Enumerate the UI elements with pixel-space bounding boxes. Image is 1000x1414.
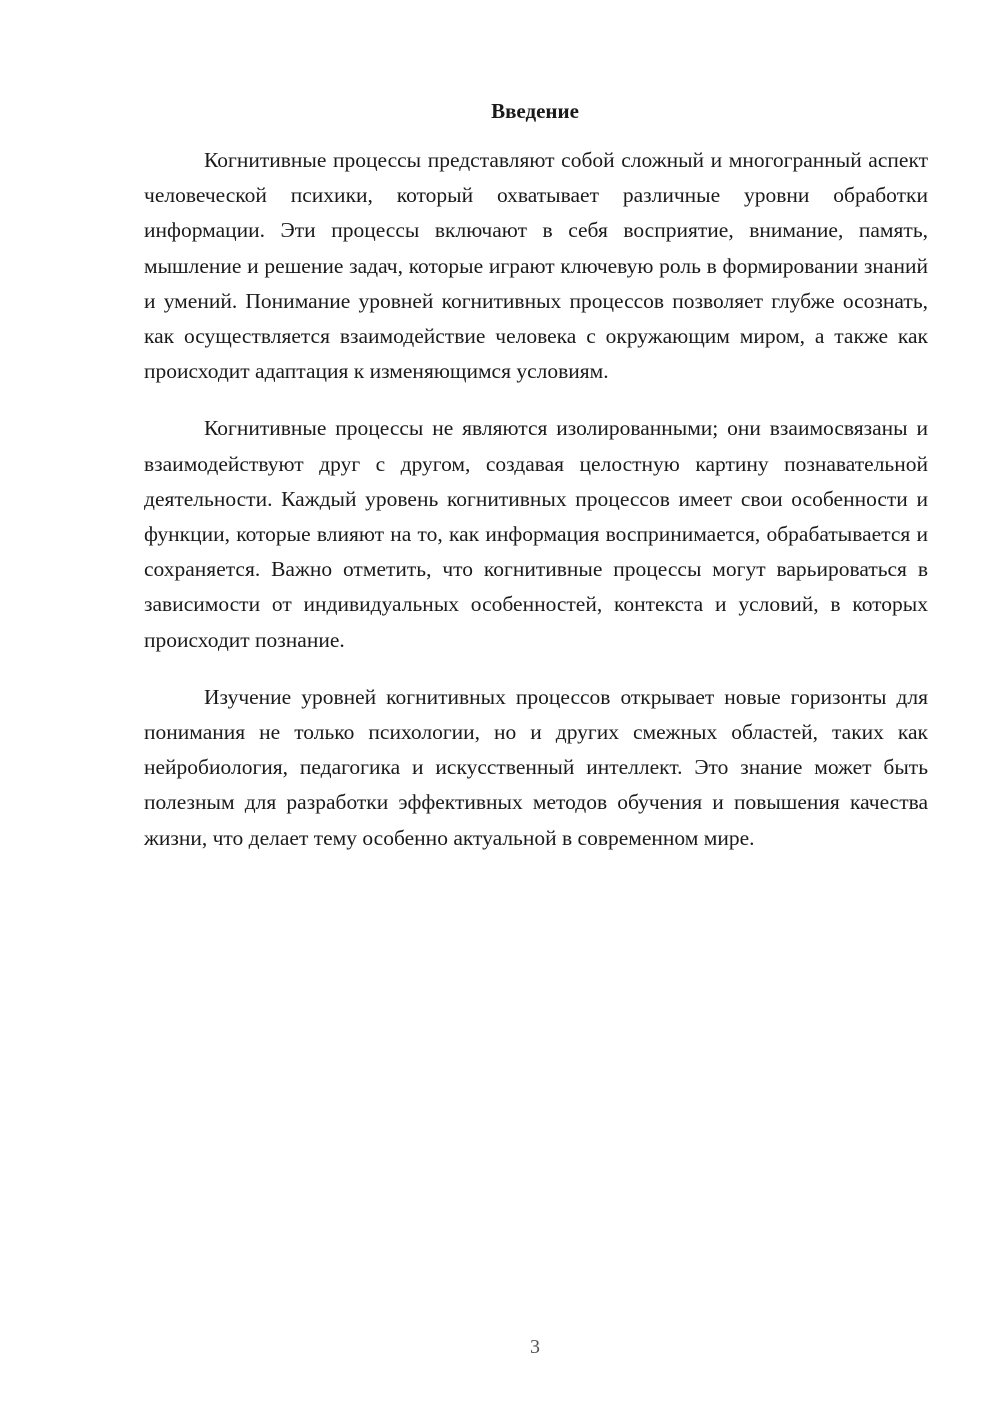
- body-text: [144, 143, 928, 878]
- page-number: 3: [530, 1336, 540, 1358]
- paragraph-2: Когнитивные процессы не являются изолированными; они взаимосвязаны и взаимодействуют друг с другом, создавая целостную картину познавательной деятельности. Каждый уровень когнитивных процессов имеет свои особенности и функции, которые влияют на то, как информация воспринимается, обрабатывается и сохраняется. Важно отметить, что когнитивные процессы могут варьироваться в зависимости от индивидуальных особенностей, контекста и условий, в которых происходит познание.: [144, 416, 928, 652]
- paragraph-3: Изучение уровней когнитивных процессов открывает новые горизонты для понимания не только психологии, но и других смежных областей, таких как нейробиология, педагогика и искусственный интеллект. Это знание может быть полезным для разработки эффективных методов обучения и повышения качества жизни, что делает тему особенно актуальной в современном мире.: [144, 684, 928, 850]
- paragraph-1: Когнитивные процессы представляют собой сложный и многогранный аспект человеческой психики, который охватывает различные уровни обработки информации. Эти процессы включают в себя восприятие, внимание, память, мышление и решение задач, которые играют ключевую роль в формировании знаний и умений. Понимание уровней когнитивных процессов позволяет глубже осознать, как осуществляется взаимодействие человека с окружающим миром, а также как происходит адаптация к изменяющимся условиям.: [144, 148, 928, 384]
- page-title: Введение: [491, 99, 579, 123]
